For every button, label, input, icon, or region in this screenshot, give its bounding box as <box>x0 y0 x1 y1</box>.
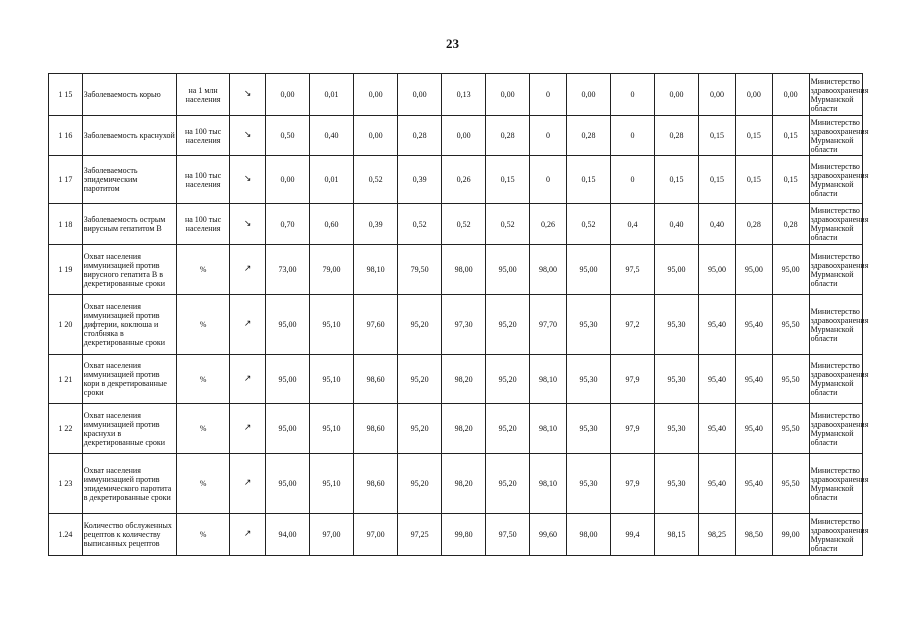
value-cell: 0,00 <box>772 74 809 116</box>
indicators-table <box>48 73 869 556</box>
value-cell: 98,00 <box>530 245 567 295</box>
value-cell: 0,01 <box>310 74 354 116</box>
unit-of-measure: % <box>176 514 229 556</box>
value-cell: 98,10 <box>530 404 567 454</box>
value-cell: 95,00 <box>266 404 310 454</box>
value-cell: 0,39 <box>354 204 398 245</box>
value-cell: 0,00 <box>442 116 486 156</box>
table-row <box>49 116 863 156</box>
value-cell: 97,00 <box>310 514 354 556</box>
value-cell: 98,20 <box>442 454 486 514</box>
value-cell: 0,28 <box>772 204 809 245</box>
value-cell: 0,15 <box>699 116 736 156</box>
row-number: 1 19 <box>49 245 83 295</box>
value-cell: 95,40 <box>735 454 772 514</box>
value-cell: 0,28 <box>486 116 530 156</box>
value-cell: 95,30 <box>655 454 699 514</box>
value-cell: 95,20 <box>486 404 530 454</box>
value-cell: 95,30 <box>566 454 610 514</box>
table-row <box>49 74 863 116</box>
responsible-body: Министерство здравоохранения Мурманской области <box>809 404 862 454</box>
value-cell: 0,28 <box>566 116 610 156</box>
value-cell: 0,4 <box>611 204 655 245</box>
value-cell: 98,10 <box>530 355 567 404</box>
value-cell: 95,00 <box>772 245 809 295</box>
row-number: 1 22 <box>49 404 83 454</box>
value-cell: 0,70 <box>266 204 310 245</box>
indicator-name: Охват населения иммунизацией против краснухи в декретированные сроки <box>82 404 176 454</box>
responsible-body: Министерство здравоохранения Мурманской области <box>809 245 862 295</box>
row-number: 1 18 <box>49 204 83 245</box>
table-row <box>49 245 863 295</box>
value-cell: 95,00 <box>266 355 310 404</box>
value-cell: 95,50 <box>772 355 809 404</box>
value-cell: 95,40 <box>699 355 736 404</box>
value-cell: 0,00 <box>655 74 699 116</box>
value-cell: 0,00 <box>266 156 310 204</box>
value-cell: 95,40 <box>699 454 736 514</box>
value-cell: 97,00 <box>354 514 398 556</box>
table-row <box>49 204 863 245</box>
indicator-name: Охват населения иммунизацией против дифтерии, коклюша и столбняка в декретированные сроки <box>82 295 176 355</box>
table-row <box>49 514 863 556</box>
value-cell: 95,00 <box>486 245 530 295</box>
unit-of-measure: % <box>176 355 229 404</box>
value-cell: 0,39 <box>398 156 442 204</box>
value-cell: 98,20 <box>442 355 486 404</box>
responsible-body: Министерство здравоохранения Мурманской области <box>809 74 862 116</box>
value-cell: 95,20 <box>398 355 442 404</box>
value-cell: 97,9 <box>611 404 655 454</box>
value-cell: 73,00 <box>266 245 310 295</box>
value-cell: 0 <box>530 156 567 204</box>
value-cell: 95,10 <box>310 295 354 355</box>
value-cell: 95,00 <box>699 245 736 295</box>
value-cell: 0,15 <box>655 156 699 204</box>
value-cell: 95,40 <box>699 295 736 355</box>
value-cell: 95,00 <box>266 295 310 355</box>
value-cell: 0,00 <box>735 74 772 116</box>
value-cell: 95,30 <box>566 404 610 454</box>
value-cell: 95,30 <box>566 355 610 404</box>
value-cell: 0,15 <box>772 116 809 156</box>
value-cell: 0 <box>611 116 655 156</box>
value-cell: 98,10 <box>354 245 398 295</box>
value-cell: 0,28 <box>735 204 772 245</box>
row-number: 1.24 <box>49 514 83 556</box>
value-cell: 0,00 <box>699 74 736 116</box>
indicator-name: Охват населения иммунизацией против эпидемического паротита в декретированные сроки <box>82 454 176 514</box>
value-cell: 95,00 <box>655 245 699 295</box>
value-cell: 99,4 <box>611 514 655 556</box>
value-cell: 0,40 <box>699 204 736 245</box>
value-cell: 95,30 <box>655 355 699 404</box>
indicator-name: Заболеваемость острым вирусным гепатитом В <box>82 204 176 245</box>
table-row <box>49 156 863 204</box>
value-cell: 95,10 <box>310 404 354 454</box>
value-cell: 0,15 <box>735 116 772 156</box>
value-cell: 0,00 <box>354 116 398 156</box>
unit-of-measure: на 100 тыс населения <box>176 204 229 245</box>
indicator-name: Охват населения иммунизацией против кори в декретированные сроки <box>82 355 176 404</box>
value-cell: 0,60 <box>310 204 354 245</box>
indicator-name: Заболеваемость корью <box>82 74 176 116</box>
value-cell: 79,50 <box>398 245 442 295</box>
table-row <box>49 355 863 404</box>
responsible-body: Министерство здравоохранения Мурманской области <box>810 117 869 154</box>
value-cell: 97,30 <box>442 295 486 355</box>
value-cell: 0,00 <box>566 74 610 116</box>
page-number: 23 <box>446 36 459 51</box>
responsible-body: Министерство здравоохранения Мурманской области <box>809 355 862 404</box>
row-number: 1 16 <box>49 116 83 156</box>
value-cell: 99,60 <box>530 514 567 556</box>
value-cell: 98,25 <box>699 514 736 556</box>
trend-arrow-icon: ↗ <box>230 355 266 404</box>
trend-arrow-icon: ↘ <box>230 74 266 116</box>
row-number: 1 20 <box>49 295 83 355</box>
table-row <box>49 295 863 355</box>
value-cell: 98,60 <box>354 454 398 514</box>
unit-of-measure: % <box>176 295 229 355</box>
value-cell: 0 <box>611 74 655 116</box>
row-number: 1 17 <box>49 156 83 204</box>
value-cell: 0 <box>530 74 567 116</box>
value-cell: 95,20 <box>486 295 530 355</box>
value-cell: 95,40 <box>699 404 736 454</box>
table-row <box>49 454 863 514</box>
value-cell: 97,9 <box>611 355 655 404</box>
value-cell: 0,00 <box>486 74 530 116</box>
value-cell: 95,20 <box>398 404 442 454</box>
unit-of-measure: на 1 млн населения <box>176 74 229 116</box>
value-cell: 0,52 <box>566 204 610 245</box>
trend-arrow-icon: ↘ <box>230 204 266 245</box>
value-cell: 99,80 <box>442 514 486 556</box>
value-cell: 0 <box>611 156 655 204</box>
value-cell: 98,10 <box>530 454 567 514</box>
unit-of-measure: % <box>176 245 229 295</box>
row-number: 1 15 <box>49 74 83 116</box>
value-cell: 95,30 <box>566 295 610 355</box>
unit-of-measure: на 100 тыс населения <box>176 156 229 204</box>
row-number: 1 23 <box>49 454 83 514</box>
value-cell: 0,15 <box>486 156 530 204</box>
trend-arrow-icon: ↗ <box>230 514 266 556</box>
value-cell: 0,52 <box>354 156 398 204</box>
value-cell: 95,10 <box>310 355 354 404</box>
value-cell: 79,00 <box>310 245 354 295</box>
value-cell: 98,00 <box>566 514 610 556</box>
value-cell: 95,40 <box>735 355 772 404</box>
value-cell: 97,5 <box>611 245 655 295</box>
indicator-name: Заболеваемость эпидемическим паротитом <box>82 156 176 204</box>
value-cell: 0,15 <box>566 156 610 204</box>
unit-of-measure: на 100 тыс населения <box>176 116 229 156</box>
value-cell: 0,26 <box>442 156 486 204</box>
value-cell: 95,40 <box>735 404 772 454</box>
trend-arrow-icon: ↗ <box>230 295 266 355</box>
value-cell: 0,00 <box>266 74 310 116</box>
value-cell: 97,25 <box>398 514 442 556</box>
value-cell: 0,15 <box>735 156 772 204</box>
value-cell: 0,13 <box>442 74 486 116</box>
value-cell: 0,52 <box>398 204 442 245</box>
trend-arrow-icon: ↘ <box>230 156 266 204</box>
value-cell: 95,00 <box>566 245 610 295</box>
value-cell: 0,28 <box>398 116 442 156</box>
indicator-name: Заболеваемость краснухой <box>82 116 176 156</box>
value-cell: 95,00 <box>735 245 772 295</box>
value-cell: 0,01 <box>310 156 354 204</box>
indicator-name: Количество обслуженных рецептов к количеству выписанных рецептов <box>82 514 176 556</box>
value-cell: 0,50 <box>266 116 310 156</box>
value-cell: 0,15 <box>772 156 809 204</box>
value-cell: 97,50 <box>486 514 530 556</box>
trend-arrow-icon: ↗ <box>230 404 266 454</box>
value-cell: 98,50 <box>735 514 772 556</box>
value-cell: 0,40 <box>310 116 354 156</box>
value-cell: 95,30 <box>655 295 699 355</box>
value-cell: 95,20 <box>486 355 530 404</box>
table-body <box>49 74 869 556</box>
trend-arrow-icon: ↘ <box>230 116 266 156</box>
value-cell: 0 <box>530 116 567 156</box>
responsible-body: Министерство здравоохранения Мурманской области <box>809 204 862 245</box>
value-cell: 0,52 <box>486 204 530 245</box>
value-cell: 0,00 <box>398 74 442 116</box>
value-cell: 95,20 <box>398 454 442 514</box>
value-cell: 98,60 <box>354 355 398 404</box>
trend-arrow-icon: ↗ <box>230 245 266 295</box>
value-cell: 95,20 <box>398 295 442 355</box>
value-cell: 95,30 <box>655 404 699 454</box>
indicator-name: Охват населения иммунизацией против вирусного гепатита В в декретированные сроки <box>82 245 176 295</box>
value-cell: 95,50 <box>772 454 809 514</box>
value-cell: 95,00 <box>266 454 310 514</box>
value-cell: 98,15 <box>655 514 699 556</box>
value-cell: 95,50 <box>772 295 809 355</box>
value-cell: 0,52 <box>442 204 486 245</box>
value-cell: 97,70 <box>530 295 567 355</box>
value-cell: 0,15 <box>699 156 736 204</box>
value-cell: 0,40 <box>655 204 699 245</box>
value-cell: 94,00 <box>266 514 310 556</box>
row-number: 1 21 <box>49 355 83 404</box>
trend-arrow-icon: ↗ <box>230 454 266 514</box>
value-cell: 97,2 <box>611 295 655 355</box>
value-cell: 0,26 <box>530 204 567 245</box>
value-cell: 97,60 <box>354 295 398 355</box>
value-cell: 0,28 <box>655 116 699 156</box>
value-cell: 95,10 <box>310 454 354 514</box>
responsible-body: Министерство здравоохранения Мурманской области <box>809 295 862 355</box>
value-cell: 95,50 <box>772 404 809 454</box>
responsible-body: Министерство здравоохранения Мурманской области <box>809 156 862 204</box>
value-cell: 98,20 <box>442 404 486 454</box>
value-cell: 95,20 <box>486 454 530 514</box>
responsible-body: Министерство здравоохранения Мурманской области <box>809 454 862 514</box>
value-cell: 97,9 <box>611 454 655 514</box>
responsible-body: Министерство здравоохранения Мурманской области <box>809 514 862 556</box>
table-row <box>49 404 863 454</box>
value-cell: 0,00 <box>354 74 398 116</box>
value-cell: 99,00 <box>772 514 809 556</box>
value-cell: 98,60 <box>354 404 398 454</box>
unit-of-measure: % <box>176 454 229 514</box>
value-cell: 98,00 <box>442 245 486 295</box>
unit-of-measure: % <box>176 404 229 454</box>
value-cell: 95,40 <box>735 295 772 355</box>
